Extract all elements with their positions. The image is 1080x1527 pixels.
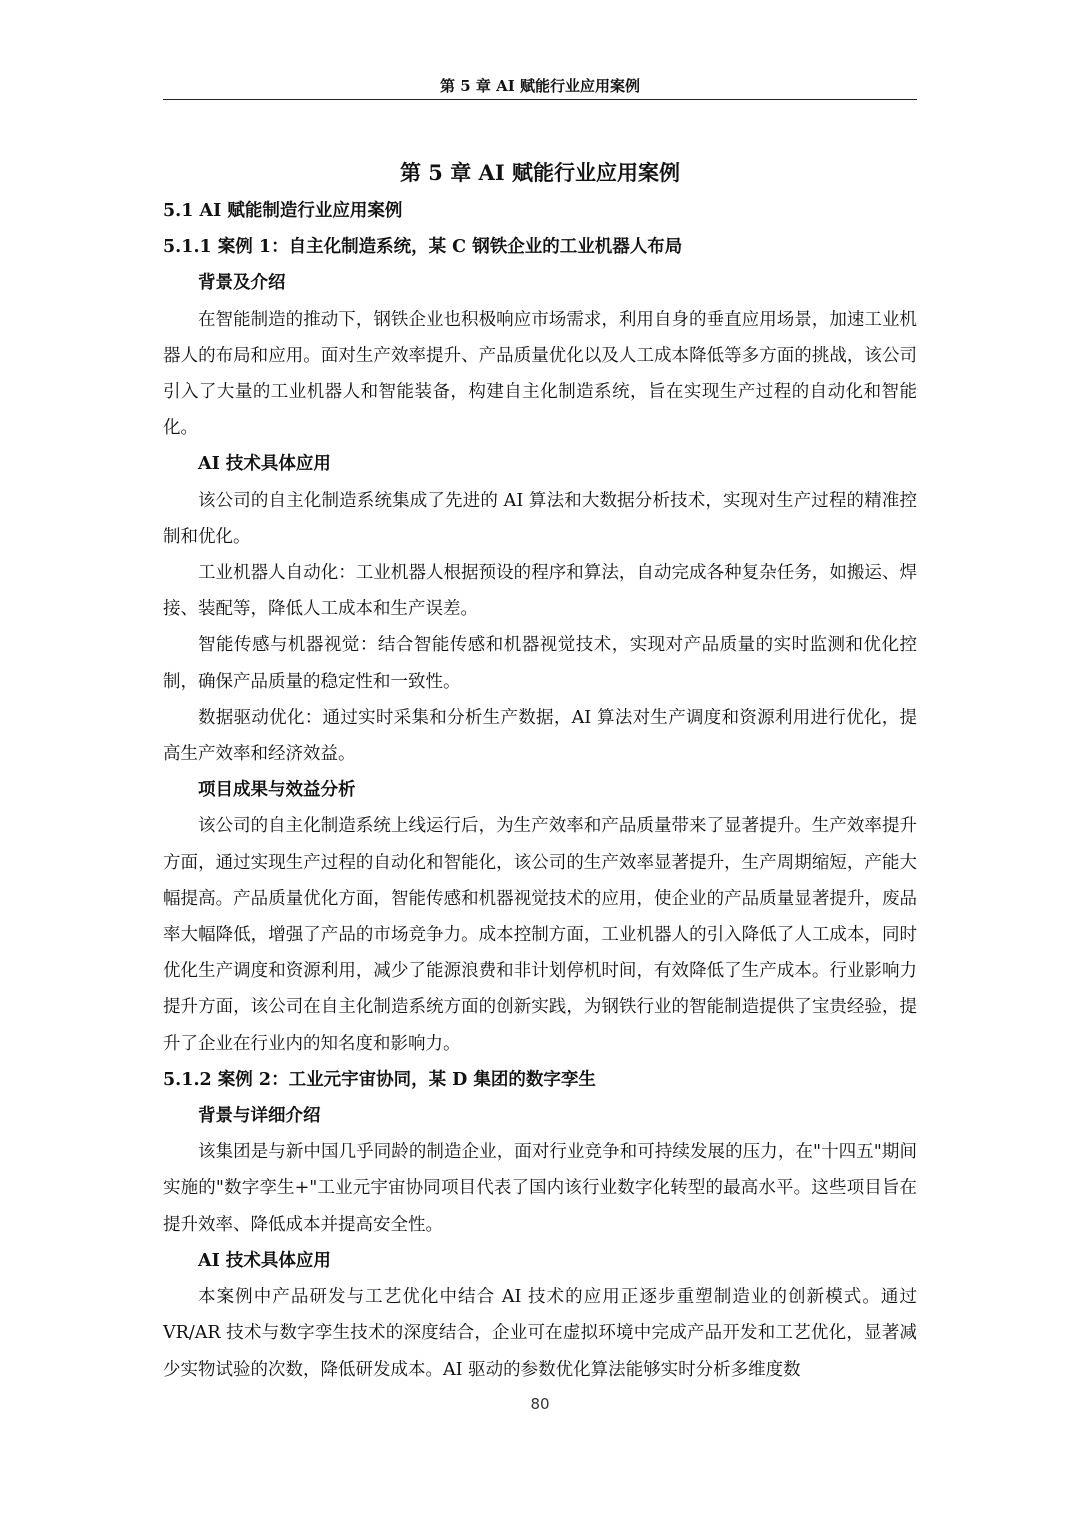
section-heading-5-1: 5.1 AI 赋能制造行业应用案例	[163, 201, 403, 221]
case1-results-heading: 项目成果与效益分析	[198, 780, 356, 801]
case1-ai-point-data-driven: 数据驱动优化：通过实时采集和分析生产数据，AI 算法对生产调度和资源利用进行优化，提高生产效率和经济效益。	[163, 707, 917, 765]
chapter-title: 第 5 章 AI 赋能行业应用案例	[400, 160, 680, 186]
page-body	[163, 193, 917, 1388]
case1-heading: 5.1.1 案例 1：自主化制造系统，某 C 钢铁企业的工业机器人布局	[163, 237, 683, 258]
case2-background-paragraph: 该集团是与新中国几乎同龄的制造企业，面对行业竞争和可持续发展的压力，在"十四五"期间实施的"数字孪生+"工业元宇宙协同项目代表了国内该行业数字化转型的最高水平。这些项目旨在提升效率、降低成本并提高安全性。	[163, 1142, 917, 1235]
case1-ai-point-robot-automation: 工业机器人自动化：工业机器人根据预设的程序和算法，自动完成各种复杂任务，如搬运、焊接、装配等，降低人工成本和生产误差。	[163, 563, 917, 620]
page-number: 80	[530, 1395, 550, 1413]
case1-results-paragraph: 该公司的自主化制造系统上线运行后，为生产效率和产品质量带来了显著提升。生产效率提升方面，通过实现生产过程的自动化和智能化，该公司的生产效率显著提升，生产周期缩短，产能大幅提高。产品质量优化方面，智能传感和机器视觉技术的应用，使企业的产品质量显著提升，废品率大幅降低，增强了产品的市场竞争力。成本控制方面，工业机器人的引入降低了人工成本，同时优化生产调度和资源利用，减少了能源浪费和非计划停机时间，有效降低了生产成本。行业影响力提升方面，该公司在自主化制造系统方面的创新实践，为钢铁行业的智能制造提供了宝贵经验，提升了企业在行业内的知名度和影响力。	[163, 816, 917, 1054]
case2-background-heading: 背景与详细介绍	[198, 1106, 321, 1127]
running-header: 第 5 章 AI 赋能行业应用案例	[440, 77, 640, 95]
case1-ai-point-machine-vision: 智能传感与机器视觉：结合智能传感和机器视觉技术，实现对产品质量的实时监测和优化控制，确保产品质量的稳定性和一致性。	[163, 635, 917, 692]
case2-heading: 5.1.2 案例 2：工业元宇宙协同，某 D 集团的数字孪生	[163, 1069, 596, 1090]
case2-ai-heading: AI 技术具体应用	[198, 1250, 331, 1271]
case1-background-paragraph: 在智能制造的推动下，钢铁企业也积极响应市场需求，利用自身的垂直应用场景，加速工业机器人的布局和应用。面对生产效率提升、产品质量优化以及人工成本降低等多方面的挑战，该公司引入了大量的工业机器人和智能装备，构建自主化制造系统，旨在实现生产过程的自动化和智能化。	[163, 309, 917, 439]
case2-ai-paragraph: 本案例中产品研发与工艺优化中结合 AI 技术的应用正逐步重塑制造业的创新模式。通过 VR/AR 技术与数字孪生技术的深度结合，企业可在虚拟环境中完成产品开发和工艺优化，显著减少实物试验的次数，降低研发成本。AI 驱动的参数优化算法能够实时分析多维度数	[163, 1287, 917, 1380]
case1-background-heading: 背景及介绍	[198, 273, 286, 294]
header-divider	[163, 99, 917, 100]
case1-ai-intro-paragraph: 该公司的自主化制造系统集成了先进的 AI 算法和大数据分析技术，实现对生产过程的精准控制和优化。	[163, 490, 917, 547]
case1-ai-heading: AI 技术具体应用	[198, 454, 331, 475]
